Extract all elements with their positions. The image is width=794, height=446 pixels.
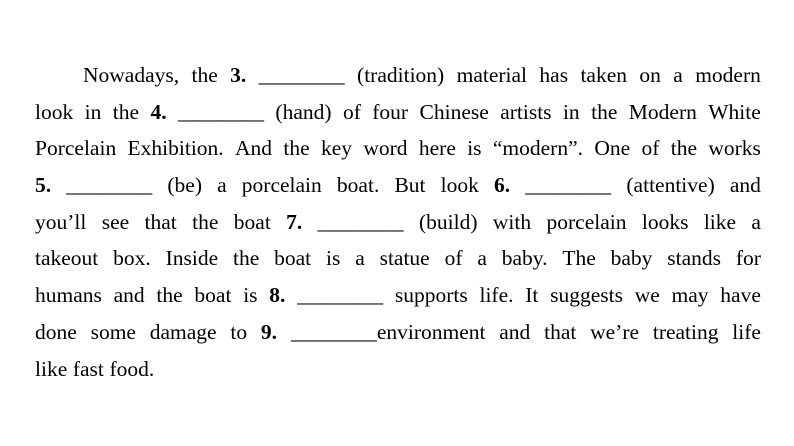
word: and (729, 173, 761, 198)
word: the (112, 99, 140, 124)
word: look (35, 99, 74, 124)
blank-number-8: 8. (269, 283, 286, 308)
word: life. (479, 283, 514, 308)
word: is (243, 283, 258, 308)
blank-7: ________ (317, 209, 404, 234)
word: Porcelain (35, 136, 117, 161)
word: One (594, 136, 631, 161)
word: a (751, 209, 761, 234)
word: look (440, 173, 479, 198)
blank-6: ________ (525, 173, 612, 198)
blank-number-9: 9. (260, 319, 278, 344)
word: you’ll (35, 209, 87, 234)
word: material (456, 63, 528, 87)
word: The (562, 246, 596, 271)
passage-line-9 (35, 351, 761, 388)
blank-3: ________ (258, 63, 345, 87)
passage-line-4 (35, 167, 761, 204)
word: “modern”. (492, 136, 584, 161)
word: a (477, 246, 487, 271)
word: damage (149, 319, 217, 344)
passage-line-5 (35, 204, 761, 241)
word: four (372, 99, 409, 124)
word: like (35, 356, 68, 381)
word: the (591, 99, 618, 124)
word: boat (274, 246, 312, 271)
word: on (639, 63, 661, 87)
word: done (35, 319, 77, 344)
word: Chinese (419, 99, 489, 124)
word: here (418, 136, 456, 161)
passage-line-3 (35, 130, 761, 167)
word: the (192, 209, 219, 234)
passage-line-2 (35, 94, 761, 131)
word: of (342, 99, 361, 124)
word: taken (580, 63, 628, 87)
word: key (320, 136, 353, 161)
word: of (641, 136, 660, 161)
word: and (113, 283, 145, 308)
word: It (525, 283, 539, 308)
word: the (670, 136, 698, 161)
word: food. (109, 356, 155, 381)
word: some (90, 319, 136, 344)
blank-8: ________ (297, 283, 384, 308)
word: artists (500, 99, 552, 124)
word: Nowadays, (83, 63, 180, 87)
word: White (708, 99, 761, 124)
word: see (101, 209, 130, 234)
word: Modern (628, 99, 697, 124)
word: of (444, 246, 463, 271)
word: to (230, 319, 248, 344)
passage-line-8 (35, 314, 761, 351)
word: is (326, 246, 341, 271)
word: (attentive) (626, 173, 715, 198)
word: fast (72, 356, 104, 381)
word: and (499, 319, 531, 344)
word: (be) (167, 173, 202, 198)
word: (build) (419, 209, 478, 234)
word: for (735, 246, 761, 271)
blank-5: ________ (66, 173, 153, 198)
word: supports (394, 283, 468, 308)
word: box. (113, 246, 151, 271)
word: with (492, 209, 532, 234)
passage (35, 57, 761, 387)
blank-9: ________environment (290, 319, 486, 344)
word: humans (35, 283, 102, 308)
word: in (84, 99, 102, 124)
word: stands (667, 246, 722, 271)
blank-number-6: 6. (494, 173, 511, 198)
word: Exhibition. (127, 136, 224, 161)
blank-number-7: 7. (286, 209, 303, 234)
word: we (634, 283, 660, 308)
word: the (191, 63, 218, 87)
word: takeout (35, 246, 99, 271)
word: boat. (336, 173, 380, 198)
word: suggests (550, 283, 623, 308)
word: word (363, 136, 408, 161)
word: a (673, 63, 683, 87)
word: looks (641, 209, 689, 234)
word: has (539, 63, 569, 87)
word: may (671, 283, 709, 308)
word: modern (695, 63, 761, 87)
word: the (233, 246, 260, 271)
passage-line-1 (35, 57, 761, 94)
word: porcelain (241, 173, 322, 198)
word: baby (610, 246, 653, 271)
word: have (720, 283, 761, 308)
word: the (283, 136, 310, 161)
word: like (703, 209, 737, 234)
word: Inside (165, 246, 219, 271)
word: is (467, 136, 482, 161)
word: the (156, 283, 183, 308)
word: porcelain (546, 209, 627, 234)
word: works (708, 136, 761, 161)
blank-number-4: 4. (150, 99, 167, 124)
word: treating (652, 319, 719, 344)
blank-4: ________ (178, 99, 264, 124)
passage-line-6 (35, 240, 761, 277)
word: that (144, 209, 177, 234)
word: a (217, 173, 227, 198)
blank-number-5: 5. (35, 173, 52, 198)
word: a (355, 246, 365, 271)
word: statue (379, 246, 430, 271)
blank-number-3: 3. (230, 63, 247, 87)
word: in (562, 99, 580, 124)
passage-line-7 (35, 277, 761, 314)
word: baby. (501, 246, 548, 271)
word: (hand) (275, 99, 332, 124)
word: boat (233, 209, 271, 234)
word: life (732, 319, 761, 344)
word: boat (194, 283, 232, 308)
word: And (235, 136, 273, 161)
word: we’re (590, 319, 640, 344)
word: that (544, 319, 577, 344)
word: (tradition) (357, 63, 445, 87)
word: But (394, 173, 426, 198)
